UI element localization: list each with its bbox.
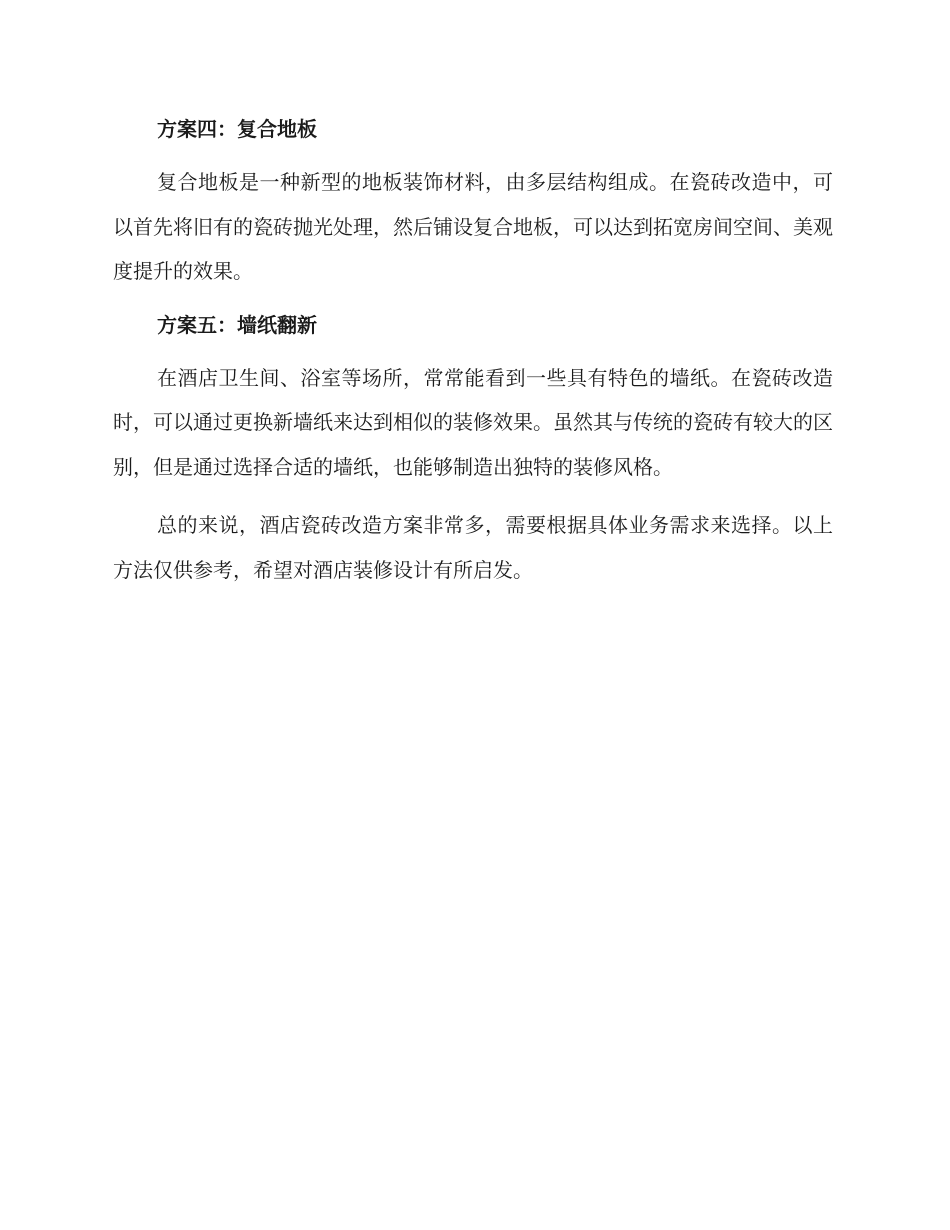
section-heading-composite-flooring: 方案四：复合地板 [157, 117, 317, 141]
section-paragraph-composite-flooring: 复合地板是一种新型的地板装饰材料，由多层结构组成。在瓷砖改造中，可以首先将旧有的瓷砖抛光处理，然后铺设复合地板，可以达到拓宽房间空间、美观度提升的效果。 [113, 170, 833, 283]
section-paragraph-wallpaper-renovation: 在酒店卫生间、浴室等场所，常常能看到一些具有特色的墙纸。在瓷砖改造时，可以通过更换新墙纸来达到相似的装修效果。虽然其与传统的瓷砖有较大的区别，但是通过选择合适的墙纸，也能够制造出独特的装修风格。 [113, 365, 833, 479]
conclusion-paragraph: 总的来说，酒店瓷砖改造方案非常多，需要根据具体业务需求来选择。以上方法仅供参考，希望对酒店装修设计有所启发。 [113, 513, 833, 582]
document-body [113, 112, 833, 592]
section-heading-wallpaper-renovation: 方案五：墙纸翻新 [157, 312, 317, 337]
